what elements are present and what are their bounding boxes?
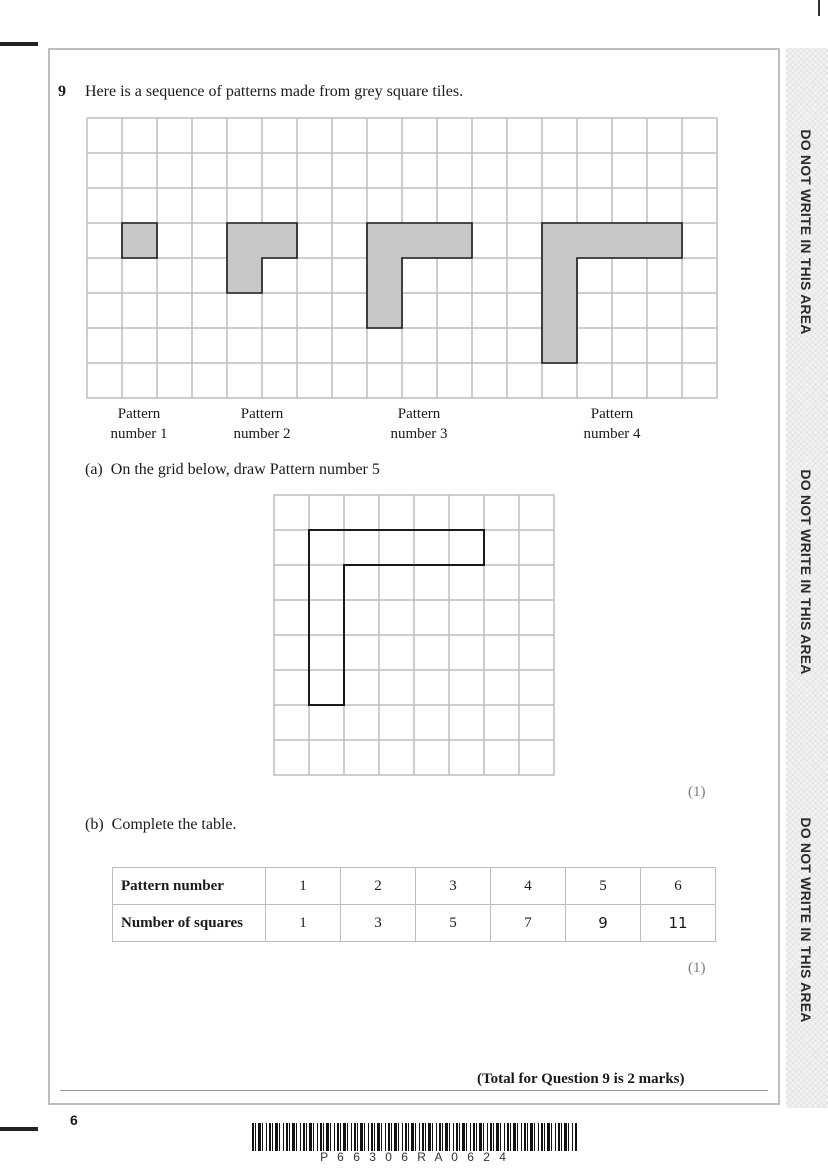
table-cell: 3 [341, 905, 416, 942]
table-cell: 3 [416, 868, 491, 905]
table-cell: 5 [416, 905, 491, 942]
pattern-4-caption: Pattern number 4 [583, 406, 641, 442]
corner-mark [0, 42, 38, 46]
part-a-label: (a) [85, 461, 103, 478]
part-b-marks: (1) [688, 960, 706, 976]
row-header-number-of-squares: Number of squares [113, 905, 266, 942]
answer-grid[interactable] [273, 494, 557, 778]
answer-cell-pattern-6[interactable]: 11 [641, 905, 716, 942]
table-cell: 6 [641, 868, 716, 905]
part-a-text: On the grid below, draw Pattern number 5 [110, 461, 380, 478]
part-b-question [85, 816, 237, 834]
answer-cell-pattern-5[interactable]: 9 [566, 905, 641, 942]
table-cell: 1 [266, 868, 341, 905]
pattern-1-shape [122, 223, 157, 258]
table-cell: 5 [566, 868, 641, 905]
pattern-1-caption: Pattern number 1 [110, 406, 168, 442]
row-header-pattern-number: Pattern number [113, 868, 266, 905]
table-cell: 7 [491, 905, 566, 942]
barcode-text: P 6 6 3 0 6 R A 0 6 2 4 [320, 1150, 509, 1164]
table-cell: 4 [491, 868, 566, 905]
pattern-5-drawing [309, 530, 484, 705]
table-row-number-of-squares [113, 905, 716, 942]
sequence-table [112, 867, 716, 942]
pattern-3-caption: Pattern number 3 [390, 406, 448, 442]
question-intro: Here is a sequence of patterns made from grey square tiles. [85, 83, 464, 100]
corner-mark [0, 1127, 38, 1131]
pattern-3-shape [367, 223, 472, 328]
table-cell: 1 [266, 905, 341, 942]
page-number: 6 [70, 1112, 78, 1128]
table-row-pattern-number [113, 868, 716, 905]
divider [60, 1090, 768, 1091]
corner-mark [818, 0, 820, 16]
part-a-question [85, 461, 380, 479]
pattern-2-caption: Pattern number 2 [233, 406, 291, 442]
question-number: 9 [58, 83, 66, 100]
part-b-text: Complete the table. [111, 816, 237, 833]
pattern-grid [86, 117, 720, 401]
pattern-2-shape [227, 223, 297, 293]
part-a-marks: (1) [688, 784, 706, 800]
total-marks: (Total for Question 9 is 2 marks) [477, 1071, 685, 1087]
barcode [252, 1123, 577, 1151]
part-b-label: (b) [85, 816, 104, 833]
table-cell: 2 [341, 868, 416, 905]
